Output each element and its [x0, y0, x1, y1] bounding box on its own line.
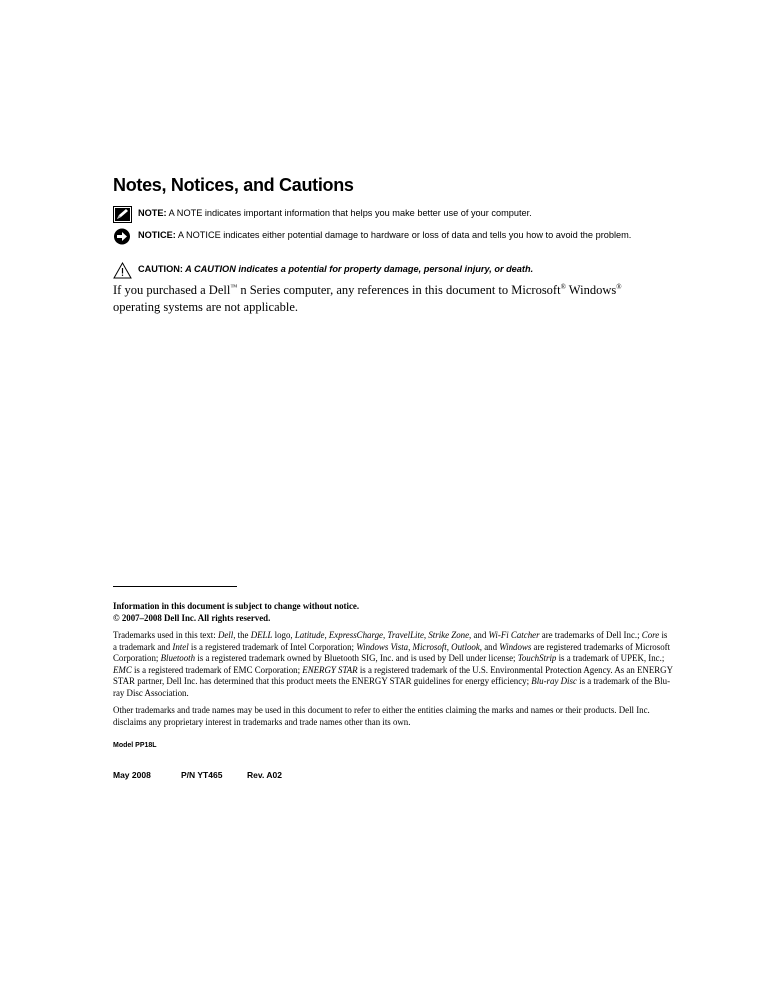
tm-text: is a registered trademark of the U.S. Environmental Protection Agency. As an ENERGY STAR partner, Dell Inc. has determined that this product meets the ENERGY STAR guidelines for energy efficiency;	[113, 664, 673, 686]
notice-body: A NOTICE indicates either potential damage to hardware or loss of data and tells you how to avoid the problem.	[175, 230, 632, 240]
tm-name: Bluetooth	[160, 653, 196, 663]
tm-text: is a registered trademark of EMC Corporation;	[131, 664, 303, 675]
caution-body: A CAUTION indicates a potential for property damage, personal injury, or death.	[182, 264, 534, 274]
tm-name: Dell	[217, 630, 234, 640]
tm-name: Intel	[172, 641, 189, 652]
tm-text: ,	[408, 641, 413, 652]
tm-text: are registered trademarks of Microsoft Corporation;	[113, 641, 671, 663]
tm-text: is a trademark and	[113, 630, 668, 652]
tm-name: Latitude	[294, 630, 325, 640]
service-mark: ™	[230, 282, 238, 291]
notice-block	[113, 228, 653, 245]
tm-text: is a trademark of the Blu-ray Disc Association.	[113, 676, 671, 698]
note-pencil-icon	[113, 206, 132, 223]
tm-name: TouchStrip	[517, 653, 557, 663]
tm-name: Blu-ray Disc	[531, 676, 577, 686]
tm-name: Core	[641, 630, 660, 640]
model-number: Model PP18L	[113, 742, 157, 749]
tm-text: , the	[233, 630, 251, 640]
tm-name: Windows Vista	[356, 641, 409, 652]
part-number: P/N YT465	[181, 770, 223, 780]
caution-label: CAUTION:	[138, 264, 183, 274]
notice-label: NOTICE:	[138, 230, 176, 240]
intro-paragraph	[113, 282, 653, 316]
tm-text: Trademarks used in this text:	[113, 630, 218, 640]
publication-info	[113, 770, 673, 782]
tm-text: ,	[324, 630, 329, 640]
tm-name: ENERGY STAR	[302, 664, 358, 675]
change-notice	[113, 601, 673, 624]
copyright-line: © 2007–2008 Dell Inc. All rights reserved.	[113, 612, 271, 623]
caution-block	[113, 262, 653, 279]
tm-name: Strike Zone	[428, 630, 470, 640]
caution-warning-icon	[113, 262, 132, 279]
publication-date: May 2008	[113, 770, 151, 780]
notice-text	[138, 228, 631, 242]
revision: Rev. A02	[247, 770, 282, 780]
footnote-divider	[113, 586, 237, 587]
intro-text-4: operating systems are not applicable.	[113, 300, 299, 314]
change-notice-line: Information in this document is subject to change without notice.	[113, 601, 360, 611]
tm-text: , and	[469, 630, 489, 640]
tm-text: are trademarks of Dell Inc.;	[539, 630, 642, 640]
tm-text: ,	[423, 630, 429, 640]
registered-mark-2: ®	[616, 282, 622, 291]
trademarks-paragraph	[113, 630, 673, 699]
tm-name: Outlook	[451, 641, 480, 652]
tm-text: is a registered trademark of Intel Corporation;	[188, 641, 357, 652]
notice-arrow-icon	[113, 228, 132, 245]
note-label: NOTE:	[138, 208, 167, 218]
registered-mark-1: ®	[560, 282, 566, 291]
intro-text-2: n Series computer, any references in this document to Microsoft	[237, 283, 561, 297]
tm-text: ,	[382, 630, 388, 640]
note-block	[113, 206, 653, 223]
page-title: Notes, Notices, and Cautions	[113, 175, 354, 195]
tm-text: is a registered trademark owned by Bluetooth SIG, Inc. and is used by Dell under license;	[195, 653, 518, 663]
tm-name: EMC	[113, 664, 132, 675]
tm-text: ,	[446, 641, 452, 652]
caution-text	[138, 262, 533, 276]
tm-name: Wi-Fi Catcher	[488, 630, 540, 640]
intro-text-1: If you purchased a Dell	[113, 283, 231, 297]
tm-text: , and	[479, 641, 500, 652]
tm-name: Microsoft	[412, 641, 447, 652]
tm-name: ExpressCharge	[328, 630, 383, 640]
tm-text: logo,	[272, 630, 295, 640]
note-text	[138, 206, 532, 220]
tm-text: is a trademark of UPEK, Inc.;	[556, 653, 665, 663]
note-body: A NOTE indicates important information that helps you make better use of your computer.	[166, 208, 532, 218]
tm-name: TravelLite	[387, 630, 424, 640]
intro-text-3: Windows	[565, 283, 617, 297]
other-trademarks-paragraph: Other trademarks and trade names may be used in this document to refer to either the entities claiming the marks and names or their products. Dell Inc. disclaims any proprietary interest in trademarks and trade names other than its own.	[113, 705, 650, 727]
tm-name: DELL	[250, 630, 273, 640]
tm-name: Windows	[499, 641, 532, 652]
